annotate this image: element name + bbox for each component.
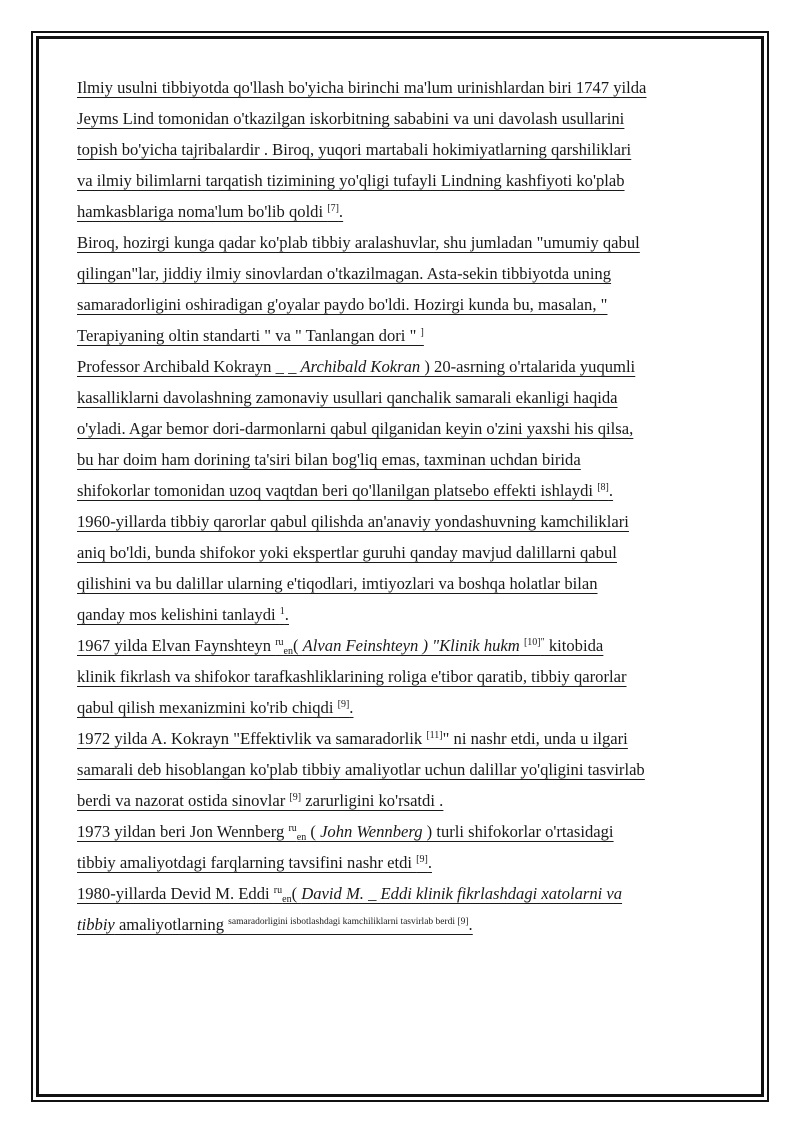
text-line <box>77 909 727 940</box>
language-marker: en <box>283 646 293 657</box>
text-run: . <box>468 915 473 934</box>
reference-marker: [10] <box>523 637 541 648</box>
text-run: . <box>608 481 614 500</box>
text-line-content <box>77 605 289 624</box>
text-run: ) 20-asrning o'rtalarida yuqumli <box>420 357 636 376</box>
text-run: . <box>338 202 344 221</box>
text-line <box>77 630 727 661</box>
text-run: 1973 yildan beri Jon Wennberg <box>77 822 289 841</box>
text-run: topish bo'yicha tajribalardir . Biroq, yuqori martabali hokimiyatlarning qarshiliklari <box>77 140 632 159</box>
text-line <box>77 382 727 413</box>
text-line-content <box>77 326 424 345</box>
text-run: ( <box>306 822 321 841</box>
text-run: . <box>284 605 289 624</box>
text-line-content <box>77 202 343 221</box>
reference-marker: [8] <box>597 482 609 493</box>
text-run: Ilmiy usulni tibbiyotda qo'llash bo'yicha birinchi ma'lum urinishlardan biri 1747 yilda <box>77 78 647 97</box>
reference-marker: [9] <box>337 699 350 710</box>
reference-marker: samaradorligini isbotlashdagi kamchiliklarni tasvirlab berdi [9] <box>228 917 469 927</box>
text-line-content <box>77 698 353 717</box>
text-line-content <box>77 140 631 159</box>
text-line <box>77 692 727 723</box>
text-line-content <box>77 667 627 686</box>
language-marker: en <box>282 894 292 905</box>
text-line-content <box>77 233 640 252</box>
reference-marker: 1 <box>279 606 285 617</box>
text-run: samarali deb hisoblangan ko'plab tibbiy amaliyotlar uchun dalillar yo'qligini tasvirlab <box>77 760 645 779</box>
text-run: tibbiy amaliyotdagi farqlarning tavsifini nashr etdi <box>77 853 417 872</box>
reference-marker: " <box>540 637 545 648</box>
text-run: zarurligini ko'rsatdi . <box>301 791 444 810</box>
text-run: shifokorlar tomonidan uzoq vaqtdan beri qo'llanilgan platsebo effekti ishlaydi <box>77 481 598 500</box>
text-line <box>77 165 727 196</box>
text-line-content <box>77 915 473 934</box>
text-line <box>77 72 727 103</box>
text-line <box>77 723 727 754</box>
text-line <box>77 878 727 909</box>
text-run: hamkasblariga noma'lum bo'lib qoldi <box>77 202 328 221</box>
text-line-content <box>77 729 628 748</box>
text-run: aniq bo'ldi, bunda shifokor yoki ekspertlar guruhi qanday mavjud dalillarni qabul <box>77 543 617 562</box>
text-run: 1967 yilda Elvan Faynshteyn <box>77 636 276 655</box>
text-run: ( <box>292 636 303 655</box>
text-line-content <box>77 78 646 97</box>
text-run: va ilmiy bilimlarni tarqatish tizimining yo'qligi tufayli Lindning kashfiyoti ko'plab <box>77 171 625 190</box>
reference-marker: [7] <box>327 203 339 214</box>
text-run: berdi va nazorat ostida sinovlar <box>77 791 290 810</box>
text-run: John Wennberg <box>320 822 423 841</box>
text-run: " ni nashr etdi, unda u ilgari <box>442 729 628 748</box>
text-run: qabul qilish mexanizmini ko'rib chiqdi <box>77 698 338 717</box>
text-run: . <box>349 698 354 717</box>
text-line <box>77 103 727 134</box>
text-run: ) turli shifokorlar o'rtasidagi <box>422 822 614 841</box>
text-run: amaliyotlarning <box>114 915 229 934</box>
text-run: Alvan Feinshteyn ) "Klinik hukm <box>302 636 520 655</box>
text-line <box>77 754 727 785</box>
text-line-content <box>77 574 598 593</box>
text-line-content <box>77 791 443 810</box>
text-line <box>77 475 727 506</box>
reference-marker: ru <box>273 885 283 896</box>
text-line-content <box>77 388 618 407</box>
text-run: David M. _ Eddi klinik fikrlashdagi xatolarni va <box>301 884 623 903</box>
text-line <box>77 227 727 258</box>
text-line <box>77 599 727 630</box>
text-run: Archibald Kokran <box>300 357 421 376</box>
text-run: 1972 yilda A. Kokrayn "Effektivlik va samaradorlik <box>77 729 427 748</box>
reference-marker: [9] <box>289 792 302 803</box>
text-line-content <box>77 264 611 283</box>
text-run: bu har doim ham dorining ta'siri bilan bog'liq emas, taxminan uchdan birida <box>77 450 581 469</box>
text-run: . <box>427 853 432 872</box>
text-run: samaradorligini oshiradigan g'oyalar paydo bo'ldi. Hozirgi kunda bu, masalan, " <box>77 295 608 314</box>
text-line-content <box>77 636 603 655</box>
text-run: o'yladi. Agar bemor dori-darmonlarni qabul qilganidan keyin o'zini yaxshi his qilsa, <box>77 419 634 438</box>
text-run: Professor Archibald Kokrayn _ _ <box>77 357 301 376</box>
text-line <box>77 661 727 692</box>
text-line-content <box>77 419 633 438</box>
text-run: Jeyms Lind tomonidan o'tkazilgan iskorbitning sababini va uni davolash usullarini <box>77 109 625 128</box>
text-line-content <box>77 450 581 469</box>
text-line <box>77 258 727 289</box>
reference-marker: ru <box>288 823 297 834</box>
text-line <box>77 320 727 351</box>
text-line <box>77 289 727 320</box>
text-line-content <box>77 822 614 841</box>
text-run: qilishini va bu dalillar ularning e'tiqodlari, imtiyozlari va boshqa holatlar bilan <box>77 574 598 593</box>
text-line-content <box>77 295 607 314</box>
text-line-content <box>77 481 613 500</box>
text-run: ( <box>291 884 302 903</box>
text-line-content <box>77 109 624 128</box>
text-line-content <box>77 853 432 872</box>
language-marker: en <box>296 832 307 843</box>
document-body <box>77 72 727 940</box>
text-line <box>77 568 727 599</box>
text-run: qilingan"lar, jiddiy ilmiy sinovlardan o'tkazilmagan. Asta-sekin tibbiyotda uning <box>77 264 612 283</box>
text-line-content <box>77 760 645 779</box>
text-run: klinik fikrlash va shifokor tarafkashliklarining roliga e'tibor qaratib, tibbiy qarorlar <box>77 667 627 686</box>
text-line <box>77 816 727 847</box>
text-line <box>77 196 727 227</box>
reference-marker: ] <box>420 327 424 338</box>
text-run: tibbiy <box>77 915 115 934</box>
text-line <box>77 444 727 475</box>
text-run: 1980-yillarda Devid M. Eddi <box>77 884 274 903</box>
text-line <box>77 785 727 816</box>
text-line <box>77 506 727 537</box>
text-line <box>77 351 727 382</box>
text-run: Terapiyaning oltin standarti " va " Tanlangan dori " <box>77 326 421 345</box>
text-line-content <box>77 171 625 190</box>
text-run: Biroq, hozirgi kunga qadar ko'plab tibbiy aralashuvlar, shu jumladan "umumiy qabul <box>77 233 640 252</box>
text-line <box>77 134 727 165</box>
text-run: kitobida <box>544 636 604 655</box>
text-line-content <box>77 884 622 903</box>
text-line <box>77 413 727 444</box>
text-run: 1960-yillarda tibbiy qarorlar qabul qilishda an'anaviy yondashuvning kamchiliklari <box>77 512 629 531</box>
reference-marker: [9] <box>416 854 428 865</box>
text-line-content <box>77 357 635 376</box>
text-run: qanday mos kelishini tanlaydi <box>77 605 280 624</box>
text-run: kasalliklarni davolashning zamonaviy usullari qanchalik samarali ekanligi haqida <box>77 388 618 407</box>
text-line <box>77 537 727 568</box>
reference-marker: ru <box>275 637 284 648</box>
reference-marker: [11] <box>426 730 443 741</box>
text-line-content <box>77 512 629 531</box>
text-line <box>77 847 727 878</box>
text-line-content <box>77 543 617 562</box>
